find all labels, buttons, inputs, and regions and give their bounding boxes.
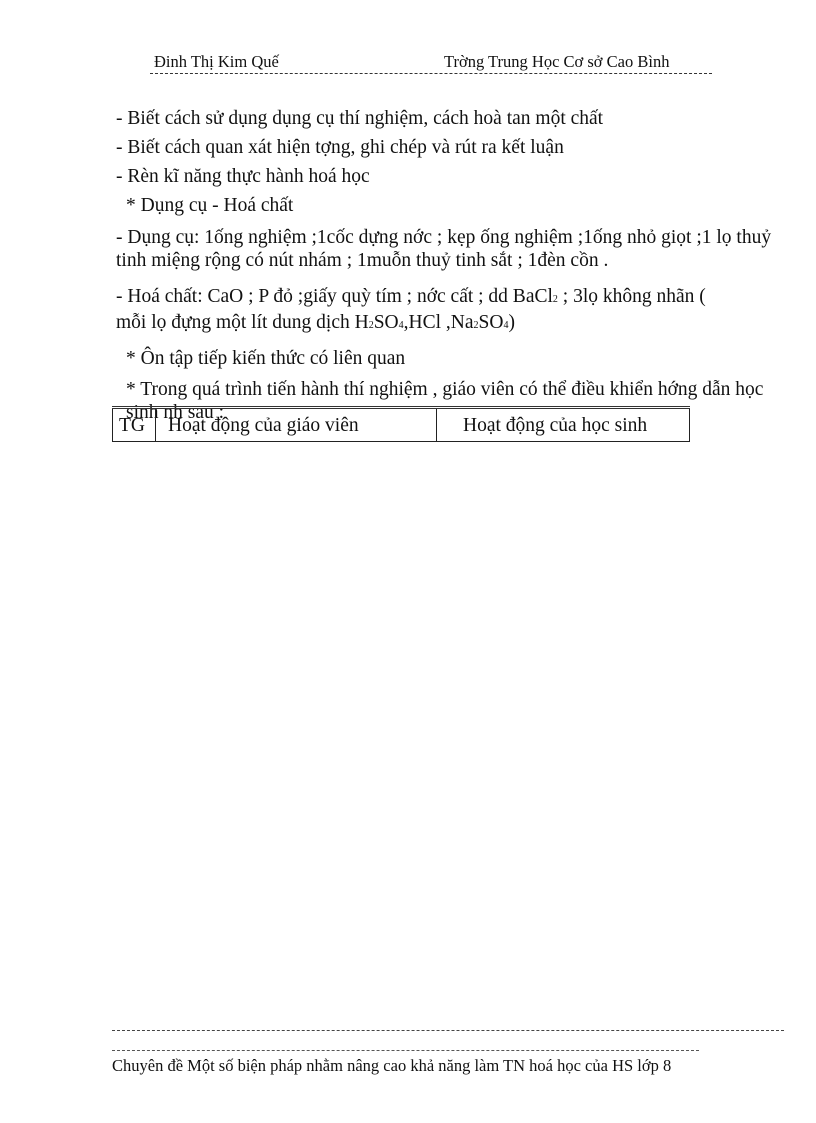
chemicals-paragraph <box>112 285 788 337</box>
header-author: Đinh Thị Kim Quế <box>154 52 279 71</box>
page-footer <box>112 1056 671 1076</box>
table-header-teacher: Hoạt động của giáo viên <box>156 408 437 442</box>
objective-line-2: - Biết cách quan xát hiện tợng, ghi chép và rút ra kết luận <box>116 137 564 158</box>
guidance-paragraph: * Trong quá trình tiến hành thí nghiệm , giáo viên có thể điều khiển hớng dẫn học sinh nh sau : <box>126 379 764 423</box>
chemicals-sub-2: 2 <box>368 320 374 331</box>
chemicals-sub-1: 2 <box>552 294 558 305</box>
chemicals-text-c: mỗi lọ đựng một lít dung dịch H <box>116 312 369 333</box>
equipment-paragraph: - Dụng cụ: 1ống nghiệm ;1cốc dựng nớc ; kẹp ống nghiệm ;1ống nhỏ giọt ;1 lọ thuỷ tinh miệng rộng có nút nhám ; 1muỗn thuỷ tinh sắt ; 1đèn cồn . <box>116 227 772 271</box>
footer-rules <box>112 1030 784 1051</box>
page-header <box>150 52 720 76</box>
header-school: Trờng Trung Học Cơ sở Cao Bình <box>444 52 670 71</box>
footer-rule-1 <box>112 1030 784 1031</box>
chemicals-text-e: ,HCl ,Na <box>403 312 474 333</box>
activity-table <box>112 406 690 442</box>
footer-rule-2 <box>112 1050 699 1051</box>
equipment-heading: * Dụng cụ - Hoá chất <box>126 195 294 216</box>
objective-line-3: - Rèn kĩ năng thực hành hoá học <box>116 166 370 187</box>
chemicals-sub-5: 4 <box>503 320 509 331</box>
chemicals-text-g: ) <box>508 312 515 333</box>
chemicals-text-a: - Hoá chất: CaO ; P đỏ ;giấy quỳ tím ; nớc cất ; dd BaCl <box>116 286 553 307</box>
review-line: * Ôn tập tiếp kiến thức có liên quan <box>126 348 406 369</box>
objective-line-1: - Biết cách sử dụng dụng cụ thí nghiệm, cách hoà tan một chất <box>116 108 604 129</box>
header-rule <box>150 73 712 74</box>
chemicals-sub-3: 4 <box>398 320 404 331</box>
table-header-row <box>113 408 690 442</box>
chemicals-text-b: ; 3lọ không nhãn ( <box>557 286 706 307</box>
table-header-student: Hoạt động của học sinh <box>437 408 690 442</box>
footer-text: Chuyên đề Một số biện pháp nhằm nâng cao khả năng làm TN hoá học của HS lớp 8 <box>112 1056 672 1075</box>
chemicals-text-d: SO <box>373 312 399 333</box>
chemicals-sub-4: 2 <box>473 320 479 331</box>
chemicals-text-f: SO <box>478 312 504 333</box>
table-header-time: TG <box>113 408 156 442</box>
document-body <box>112 104 788 424</box>
